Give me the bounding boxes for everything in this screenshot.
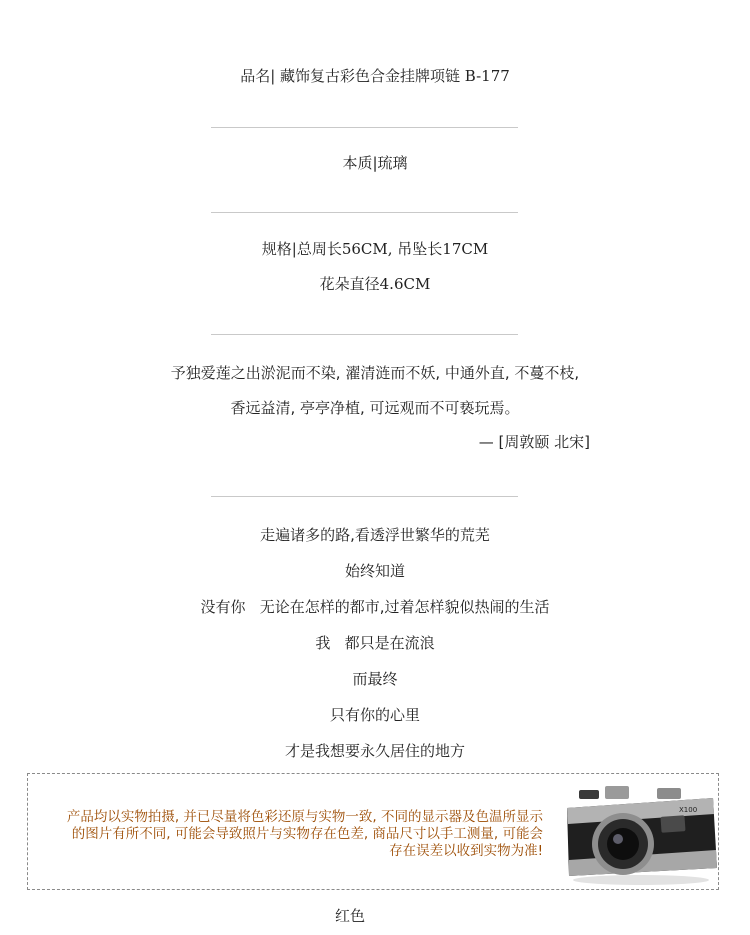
- verse-line: 走遍诸多的路,看透浮世繁华的荒芜: [260, 526, 490, 544]
- verse-line: 而最终: [352, 670, 398, 688]
- svg-text:X100: X100: [679, 806, 698, 814]
- divider: [211, 334, 518, 335]
- poem-line-2: 香远益清, 亭亭净植, 可远观而不可亵玩焉。: [230, 399, 520, 417]
- photo-notice-box: [27, 773, 719, 890]
- divider: [211, 212, 518, 213]
- verse-line: 只有你的心里: [329, 706, 420, 724]
- poem-author: — [周敦颐 北宋]: [478, 433, 590, 451]
- color-caption: 红色: [334, 907, 365, 925]
- verse-line: 没有你 无论在怎样的都市,过着怎样貌似热闹的生活: [200, 598, 550, 616]
- divider: [211, 496, 518, 497]
- divider: [211, 127, 518, 128]
- product-material: 本质|琉璃: [342, 154, 408, 172]
- product-name: 品名| 藏饰复古彩色合金挂牌项链 B-177: [240, 67, 510, 85]
- camera-icon: [561, 780, 721, 888]
- verse-line: 始终知道: [344, 562, 405, 580]
- product-spec-total: 规格|总周长56CM, 吊坠长17CM: [261, 240, 489, 258]
- verse-line: 我 都只是在流浪: [315, 634, 435, 652]
- poem-line-1: 予独爱莲之出淤泥而不染, 濯清涟而不妖, 中通外直, 不蔓不枝,: [170, 364, 580, 382]
- photo-notice-text: 产品均以实物拍摄, 并已尽量将色彩还原与实物一致, 不同的显示器及色温所显示 的图片有所不同, 可能会导致照片与实物存在色差, 商品尺寸以手工测量, 可能会 存在误差以收到实物为准!: [66, 809, 543, 859]
- product-spec-flower: 花朵直径4.6CM: [319, 275, 431, 293]
- verse-line: 才是我想要永久居住的地方: [284, 742, 465, 760]
